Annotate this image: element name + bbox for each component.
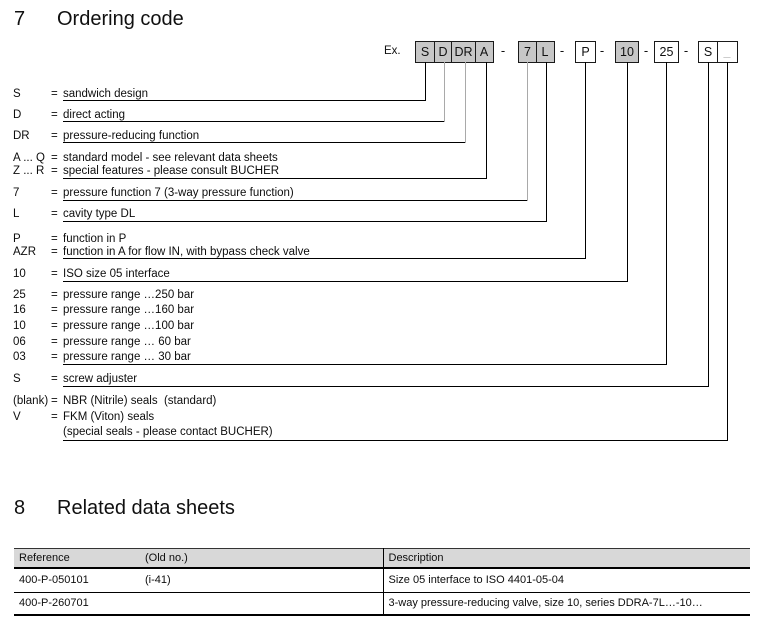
code-description: function in A for flow IN, with bypass check valve [63,246,310,258]
code-description: pressure-reducing function [63,130,200,142]
code-description: pressure range …250 bar [63,289,195,301]
code-label: (blank) [13,395,49,407]
connector-vline-7 [527,62,528,201]
code-label: 7 [13,187,20,199]
cell-reference: 400-P-050101 [19,574,89,587]
code-description: NBR (Nitrile) seals (standard) [63,395,217,407]
connector-vline-d [444,62,445,122]
code-description: pressure function 7 (3-way pressure function) [63,187,294,199]
equals-sign: = [51,304,58,316]
underline-7 [63,200,527,201]
code-box-7: 7 [518,41,537,63]
code-label: P [13,233,21,245]
code-box-s2: S [698,41,718,63]
code-description: special features - please consult BUCHER [63,165,280,177]
code-description: FKM (Viton) seals [63,411,155,423]
cell-description: Size 05 interface to ISO 4401-05-04 [383,568,750,593]
section-number: 7 [14,8,26,30]
table-row [14,593,750,615]
connector-vline-s2 [708,62,709,387]
underline-03 [63,364,666,365]
equals-sign: = [51,411,58,423]
header-reference: Reference [19,551,70,564]
code-description: function in P [63,233,127,245]
equals-sign: = [51,268,58,280]
equals-sign: = [51,208,58,220]
equals-sign: = [51,233,58,245]
code-description: cavity type DL [63,208,136,220]
header-description: Description [383,549,750,568]
code-box-s: S [415,41,435,63]
connector-vline-dr [465,62,466,143]
separator-dash: - [683,43,689,58]
underline-l [63,221,546,222]
code-description: pressure range … 60 bar [63,336,191,348]
code-box-group-3 [575,41,596,63]
connector-vline-l [546,62,547,222]
separator-dash: - [643,43,649,58]
code-description: direct acting [63,109,126,121]
connector-vline-s [425,62,426,101]
code-box-25: 25 [654,41,679,63]
cell-old-no: (i-41) [145,574,171,587]
code-box-group-2 [518,41,555,63]
separator-dash: - [559,43,565,58]
table-header-row [14,549,750,568]
code-label: 03 [13,351,26,363]
equals-sign: = [51,246,58,258]
code-box-group-6 [698,41,738,63]
code-label: 16 [13,304,26,316]
separator-dash: - [500,43,506,58]
related-data-sheets-table [14,548,750,616]
underline-seals [63,440,727,441]
separator-dash: - [599,43,605,58]
code-label: 25 [13,289,26,301]
connector-vline-a [486,62,487,179]
code-description: pressure range … 30 bar [63,351,191,363]
equals-sign: = [51,289,58,301]
code-description: standard model - see relevant data sheets [63,152,278,164]
code-label: 10 [13,320,26,332]
code-label: A ... Q [13,152,45,164]
code-description: ISO size 05 interface [63,268,170,280]
equals-sign: = [51,152,58,164]
connector-vline-blank [727,62,728,441]
section-title: Related data sheets [57,497,235,519]
code-box-l: L [536,41,555,63]
code-label: 06 [13,336,26,348]
code-label: L [13,208,20,220]
code-box-a: A [475,41,494,63]
code-box-dr: DR [451,41,476,63]
code-label: 10 [13,268,26,280]
section-title: Ordering code [57,8,184,30]
equals-sign: = [51,187,58,199]
code-box-blank: _ [717,41,738,63]
underline-10 [63,281,627,282]
code-box-group-1 [415,41,494,63]
equals-sign: = [51,373,58,385]
code-box-group-4 [615,41,639,63]
connector-vline-10 [627,62,628,282]
code-description: pressure range …160 bar [63,304,195,316]
code-label: D [13,109,22,121]
equals-sign: = [51,351,58,363]
code-description: screw adjuster [63,373,138,385]
cell-description: 3-way pressure-reducing valve, size 10, series DDRA-7L…-10… [383,593,750,615]
equals-sign: = [51,88,58,100]
code-label: AZR [13,246,36,258]
section-number: 8 [14,497,26,519]
code-label: S [13,373,21,385]
equals-sign: = [51,320,58,332]
underline-zr [63,178,486,179]
equals-sign: = [51,130,58,142]
equals-sign: = [51,336,58,348]
equals-sign: = [51,165,58,177]
code-box-group-5 [654,41,679,63]
cell-old-no [140,593,383,615]
header-old-no: (Old no.) [145,551,188,564]
connector-vline-25 [666,62,667,365]
code-box-10: 10 [615,41,639,63]
table-row [14,568,750,593]
code-description: sandwich design [63,88,149,100]
code-box-p: P [575,41,596,63]
code-label: DR [13,130,30,142]
equals-sign: = [51,109,58,121]
code-description: (special seals - please contact BUCHER) [63,426,273,438]
code-label: V [13,411,21,423]
underline-s2 [63,386,708,387]
example-label: Ex. [384,45,401,57]
code-label: Z ... R [13,165,45,177]
code-label: S [13,88,21,100]
connector-vline-p [585,62,586,259]
cell-reference: 400-P-260701 [19,597,89,610]
code-description: pressure range …100 bar [63,320,195,332]
code-box-d: D [434,41,453,63]
equals-sign: = [51,395,58,407]
